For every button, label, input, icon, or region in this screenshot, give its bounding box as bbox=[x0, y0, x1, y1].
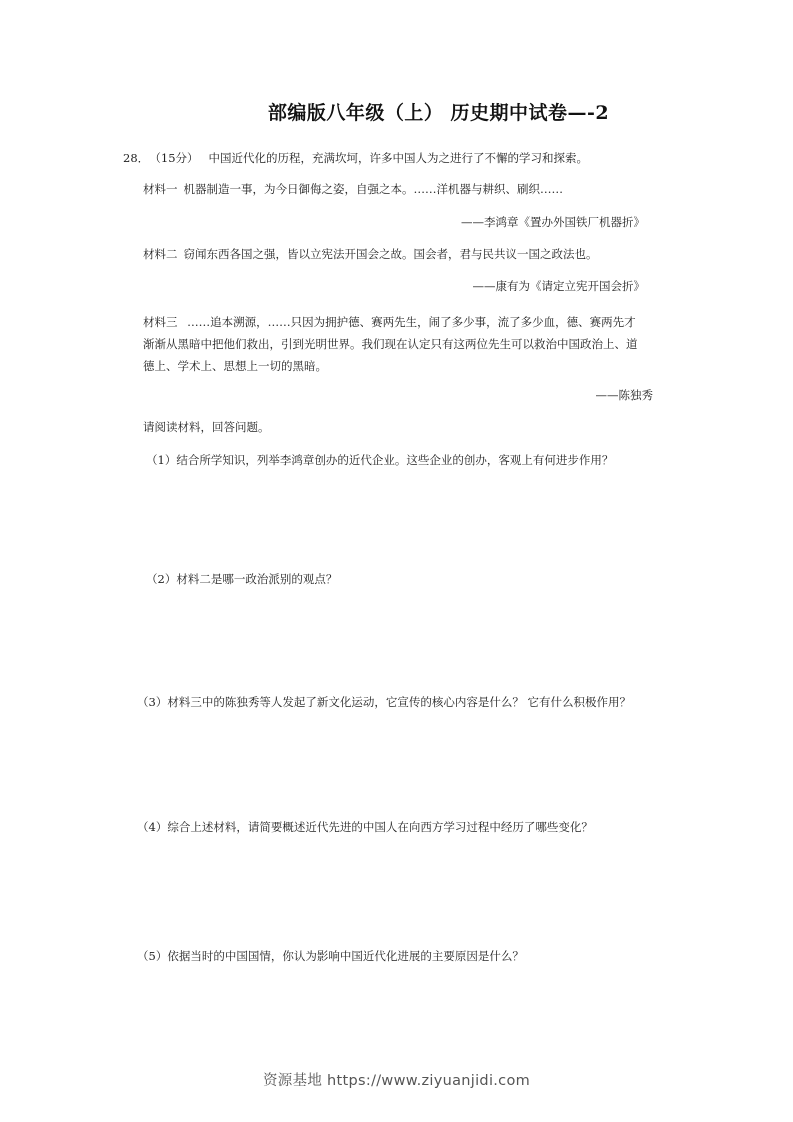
material-2-label: 材料二 bbox=[143, 247, 178, 261]
sub-question-5-label: （5） bbox=[137, 949, 168, 963]
footer-watermark: 资源基地 https://www.ziyuanjidi.com bbox=[262, 1073, 531, 1089]
instruction-text: 请阅读材料，回答问题。 bbox=[143, 420, 270, 434]
material-3-source: ——陈独秀 bbox=[595, 388, 653, 402]
question-stem: 中国近代化的历程，充满坎坷，许多中国人为之进行了不懈的学习和探索。 bbox=[208, 151, 589, 165]
material-1-source: ——李鸿章《置办外国铁厂机器折》 bbox=[461, 215, 645, 229]
sub-question-1-label: （1） bbox=[146, 453, 177, 467]
material-3 bbox=[143, 311, 653, 377]
material-2 bbox=[143, 244, 598, 264]
material-1 bbox=[143, 179, 563, 199]
material-2-text: 窃闻东西各国之强，皆以立宪法开国会之故。国会者，君与民共议一国之政法也。 bbox=[183, 247, 598, 261]
material-1-label: 材料一 bbox=[143, 182, 178, 196]
question-number: 28． bbox=[123, 151, 150, 165]
sub-question-5-text: 依据当时的中国国情，你认为影响中国近代化进展的主要原因是什么？ bbox=[167, 949, 524, 963]
sub-question-4 bbox=[137, 817, 593, 837]
question-header bbox=[123, 148, 588, 168]
material-1-text: 机器制造一事，为今日御侮之姿，自强之本。……洋机器与耕织、刷织…… bbox=[183, 182, 563, 196]
sub-question-3 bbox=[137, 692, 631, 712]
sub-question-2-label: （2） bbox=[146, 572, 177, 586]
material-2-source: ——康有为《请定立宪开国会折》 bbox=[472, 279, 645, 293]
question-score: （15分） bbox=[155, 151, 199, 165]
material-3-line-3: 德上、学术上、思想上一切的黑暗。 bbox=[143, 359, 327, 373]
sub-question-3-label: （3） bbox=[137, 695, 168, 709]
sub-question-4-label: （4） bbox=[137, 820, 168, 834]
material-3-line-1: 材料三 ……追本溯源，……只因为拥护德、赛两先生，闹了多少事，流了多少血，德、赛两先才 bbox=[143, 315, 636, 329]
sub-question-5 bbox=[137, 946, 524, 966]
sub-question-3-text: 材料三中的陈独秀等人发起了新文化运动，它宣传的核心内容是什么？ 它有什么积极作用？ bbox=[167, 695, 631, 709]
sub-question-2-text: 材料二是哪一政治派别的观点？ bbox=[176, 572, 338, 586]
material-3-label: 材料三 bbox=[143, 315, 178, 329]
sub-question-4-text: 综合上述材料，请简要概述近代先进的中国人在向西方学习过程中经历了哪些变化？ bbox=[167, 820, 593, 834]
sub-question-1 bbox=[146, 450, 613, 470]
page-title: 部编版八年级（上） 历史期中试卷—-2 bbox=[267, 102, 610, 124]
material-3-line-2: 渐渐从黑暗中把他们救出，引到光明世界。我们现在认定只有这两位先生可以救治中国政治上、道 bbox=[143, 337, 638, 351]
sub-question-2 bbox=[146, 569, 337, 589]
sub-question-1-text: 结合所学知识，列举李鸿章创办的近代企业。这些企业的创办，客观上有何进步作用？ bbox=[176, 453, 614, 467]
